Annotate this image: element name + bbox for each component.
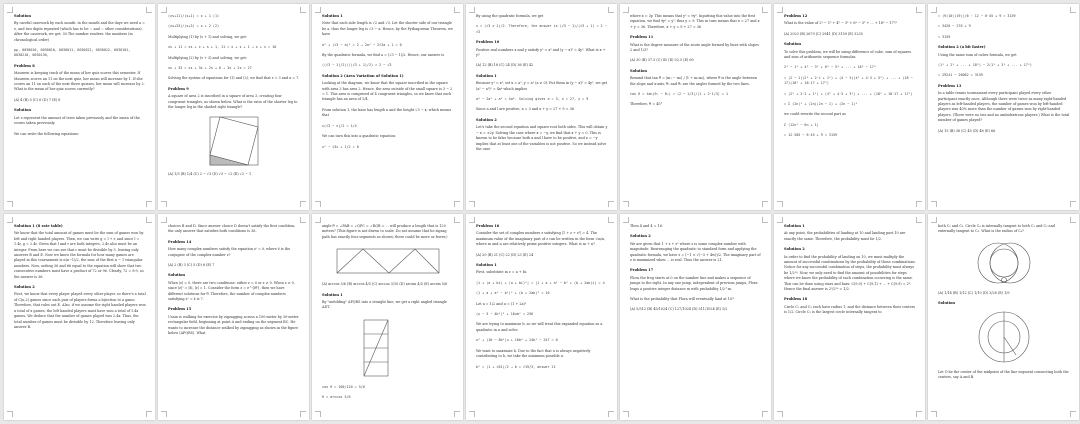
section-heading: Solution 1 [322, 292, 343, 297]
paragraph: We are trying to maximize b, so we will treat this expanded equation as a quadratic in u and solve. [476, 322, 603, 332]
section-heading: Problem 13 [938, 83, 962, 88]
paragraph: where x = 3y. This means that y³ = 9y². Inputting this value into the first equation, we find 9y² = y³, thus y = 9. This in turn means that x = 27 and x + y = 36. Therefore, x + y = 9 + 27 = 36 [630, 14, 760, 29]
paragraph: We are given that 1 + z + z² where z is some complex number with magnitude. Rearranging the quadratic to standard form and applying the quadratic formula, we have z = (−1 ± √(−3 + 4w))/2. The imaginary part of z is maximized when ... is real. Thus the answer is 21. [630, 241, 761, 263]
section-heading: Solution 2 (a bit faster) [938, 45, 986, 50]
crop-mark [315, 7, 321, 13]
math-line: tan θ = tan(θ₁ − θ₂) = (2 − 1/3)/(1 + 2·1/3) = 1 [630, 92, 728, 97]
document-page[interactable] [312, 214, 463, 420]
paragraph: By "unfolding" APQRS into a straight line, we get a right angled triangle ADT. [322, 300, 447, 310]
crop-mark [300, 217, 306, 223]
crop-mark [762, 7, 768, 13]
math-line: 2³ − 1³ + 4³ − 3³ + 6³ − 5³ + ... + 18³ − 17³ [784, 65, 876, 70]
section-heading: Solution 1 [476, 73, 497, 78]
paragraph: How many complex numbers satisfy the equation z⁵ = z̄, where z̄ is the conjugate of the complex number z? [168, 247, 291, 257]
paragraph: When |z| = 0, there are two conditions: either z = 0 or z ≠ 0. When z ≠ 0, since |z|⁵ = |z̄|, |z| = 1. Consider the form z = e^{iθ}, then we have different solutions for θ. Therefore, the number of complex numbers satisfying z⁵ = z̄ is 7. [168, 280, 295, 302]
section-heading: Solution 1 (8 rate table) [14, 224, 63, 228]
zigzag-figure [333, 245, 443, 277]
math-line: = 3159 [938, 34, 951, 39]
section-heading: Solution 2 (Area Variation of Solution 1) [322, 73, 404, 78]
document-page[interactable] [466, 214, 617, 420]
section-heading: Problem 10 [476, 40, 500, 45]
paragraph: Let s represent the amount of tests taken previously and the mean of the scores taken previously. [14, 115, 140, 126]
crop-mark [762, 201, 768, 207]
paragraph: (A) 2023 (B) 2679 (C) 2941 (D) 3159 (E) 3235 [784, 31, 863, 36]
math-line: x² − √3x + 1/2 = 0 [322, 144, 359, 149]
paragraph: Flora the frog starts at 0 on the number line and makes a sequence of jumps to the right. In any one jump, independent of previous jumps, Flora leaps a positive integer distance m with probability 1/2^m. [630, 275, 758, 291]
paragraph: (A) 5/512 (B) 45/1024 (C) 127/1024 (D) 511/1024 (E) 1/2 [630, 307, 728, 312]
section-heading: Solution [168, 273, 186, 278]
crop-mark [454, 411, 460, 417]
document-page[interactable] [158, 214, 309, 420]
crop-mark [146, 411, 152, 417]
crop-mark [7, 217, 13, 223]
document-page[interactable] [466, 4, 617, 210]
math-line: (u − 3 − 4b²)² + 16ub² = 256 [476, 312, 534, 317]
paragraph: Multiplying (1) by (s + 1) and solving, we get: [168, 34, 248, 39]
circle-c3 [990, 249, 1018, 277]
circles-figure [969, 240, 1039, 286]
document-page[interactable] [774, 4, 925, 210]
crop-mark [454, 217, 460, 223]
crop-mark [1070, 217, 1076, 223]
crop-mark [146, 217, 152, 223]
crop-mark [454, 201, 460, 207]
document-page[interactable] [158, 4, 309, 210]
math-line: x = (√3 ± 1)/2. Therefore, the answer is (√3 − 1)/(√3 + 1) = 2 − √3 [476, 24, 607, 34]
crop-mark [916, 411, 922, 417]
paragraph: (A) 20 (B) 21 (C) 22 (D) 23 (E) 24 [476, 252, 534, 257]
paragraph: Because y³ = x², set x = a³, y = a² (a ≠ 0). Put them in (y − x)² = 4y², we get (a² − a³)² = 4a⁴ which implies [476, 81, 608, 91]
field-rectangle [337, 249, 439, 273]
square-figure [208, 115, 260, 167]
section-heading: Problem 9 [168, 86, 189, 91]
crop-mark [608, 411, 614, 417]
paragraph: Let a = 1/2 and u = (1 + 2a)² [476, 301, 527, 306]
paragraph: Usain is walking for exercise by zigzagging across a 100-meter by 30-meter rectangular field, beginning at point A and ending on the segment BC. He wants to increase the distance walked by zigzagging as shown in the figure below (APQRS). What [168, 314, 299, 336]
crop-mark [469, 201, 475, 207]
section-heading: Solution [630, 68, 648, 73]
section-heading: Problem 15 [168, 307, 192, 312]
crop-mark [300, 7, 306, 13]
paragraph: To solve this problem, we will be using difference of cube, sum of squares and sum of arithmetic sequence formulas. [784, 49, 912, 60]
crop-mark [1070, 201, 1076, 207]
math-line: = 3420 − 270 + 9 [938, 24, 971, 29]
crop-mark [623, 201, 629, 207]
paragraph: (A) 4 (B) 5 (C) 6 (D) 7 (E) 8 [14, 97, 61, 102]
section-heading: Solution 2 [630, 234, 651, 239]
zigzag-path [337, 249, 439, 273]
unfold-figure [358, 316, 418, 380]
section-heading: Problem 17 [630, 268, 654, 273]
circle-c1 [978, 243, 1018, 283]
crop-mark [931, 217, 937, 223]
paragraph: choices B and D. Since answer choice D doesn't satisfy the first condition, the only answer that satisfies both conditions is 36. [168, 224, 296, 234]
section-heading: Solution [784, 42, 802, 47]
paragraph: We want to maximize b. Due to the fact that u is always negatively contributing to b, we take the minimum possible u. [476, 348, 591, 359]
document-page[interactable] [928, 214, 1079, 420]
math-line: xs + 33 = xs + 3x + 2s + 6 → 3x + 2s = 27 [168, 66, 252, 71]
paragraph: From solution 1, the base has length x and the height √3 − x, which means that [322, 107, 452, 118]
math-line: (xs+11)/(s+1) = x + 1 (1) [168, 14, 220, 18]
crop-mark [916, 201, 922, 207]
section-heading: Problem 8 [14, 63, 35, 68]
section-heading: Problem 18 [784, 297, 808, 302]
section-heading: Solution [938, 301, 956, 306]
paragraph: Then 4 and 4 = 16. [630, 224, 663, 228]
math-line: Σ (12n² − 6n + 1) [784, 122, 819, 127]
paragraph: Consider the set of complex numbers z satisfying |1 + z + z²| = 4. The maximum value of the imaginary part of z can be written in the form √m/n, where m and n are relatively prime positive integers. What is m + n? [476, 231, 606, 247]
math-line: = (9(10)(19))/6 · 12 − 6·45 + 9 = 3159 [938, 14, 1016, 18]
paragraph: In order to find the probability of landing on 10, we must multiply the amount of successful combinations by the probability of those combinations. Notice for any successful combination of steps, the probability must always be 1/2¹⁰. Now, we only need to find the amount of possibilities for steps where we know the probability of each combination occurring is the same. This can be done using stars and bars: C(9,0) + C(9,1) + ... + C(9,9) = 2⁹. Hence the final answer is 2⁹/2¹⁰ = 1/2. [784, 254, 916, 292]
math-line: θ = arccos 5/6 [322, 395, 351, 400]
paragraph: By using the quadratic formula, we get [476, 14, 544, 18]
math-line: a² + (√3 − a)² = 2 → 2a² − 2√3a + 1 = 0 [322, 42, 402, 47]
paragraph: What is the degree measure of the acute angle formed by lines with slopes 2 and 1/3? [630, 42, 759, 53]
section-heading: Problem 16 [476, 224, 500, 228]
crop-mark [469, 7, 475, 13]
math-line: = (2² + 2·1 + 1²) + (4² + 4·3 + 3²) + ... + (18² + 18·17 + 17²) [784, 91, 913, 96]
math-line: x(√3 − x)/2 = 1/4 [322, 123, 357, 128]
math-line: ((√3 − 1)/2)/((√3 + 1)/2) = 2 − √3 [322, 63, 392, 68]
paragraph: Looking at the diagram, we know that the square inscribed in the square with area 3 has area 2. Hence, the area outside of the small square is 3 − 2 = 1. This area is comprised of 4 congruent triangles, so we know that each triangle has an area of 1/4. [322, 81, 453, 102]
paragraph: (A) 1/14 (B) 1/12 (C) 1/10 (D) 3/28 (E) 1/9 [938, 290, 1010, 295]
section-heading: Solution 2 [476, 117, 497, 122]
crop-mark [161, 7, 167, 13]
crop-mark [300, 201, 306, 207]
paragraph: Multiplying (2) by (s + 3) and solving, we get: [168, 55, 248, 60]
circles2-figure [974, 309, 1034, 365]
crop-mark [7, 7, 13, 13]
math-line: |1 + (a + bi) + (a + bi)²| = |1 + a + a² − b² + (b + 2ab)i| = 4 [476, 280, 605, 285]
paragraph: Positive real numbers x and y satisfy y³ = x² and (y − x)² = 4y². What is x + y? [476, 47, 606, 58]
paragraph: Therefore, θ = 45° [630, 102, 663, 107]
crop-mark [315, 217, 321, 223]
crop-mark [1070, 7, 1076, 13]
crop-mark [469, 411, 475, 417]
paragraph: At any point, the probabilities of landing at 10 and landing past 10 are exactly the same. Therefore, the probability must be 1/2. [784, 231, 906, 241]
math-line: = (2 − 1)(2² + 2·1 + 1²) + (4 − 3)(4² + 4·3 + 3²) + ... + (18 − 17)(18² + 18·17 + 17²) [784, 75, 913, 86]
crop-mark [608, 7, 614, 13]
crop-mark [623, 7, 629, 13]
section-heading: Solution 2 [784, 247, 805, 252]
crop-mark [777, 7, 783, 13]
crop-mark [161, 411, 167, 417]
crop-mark [608, 201, 614, 207]
paragraph: angle θ = ∠PAB = ∠QPC = ∠RQB = ... will produce a length that is 120 meters? (This figure is not drawn to scale. Do not assume that he zigzag path has exactly four segments as shown; there could be more or fewer.) [322, 224, 448, 239]
paragraph: (A) arccos 5/6 (B) arccos 4/5 (C) arccos 3/10 (D) arcsin 4/5 (E) arcsin 5/6 [322, 282, 448, 287]
section-heading: Solution 1 [322, 14, 343, 18]
crop-mark [608, 217, 614, 223]
section-heading: Problem 12 [784, 14, 808, 18]
crop-mark [300, 411, 306, 417]
crop-mark [777, 201, 783, 207]
paragraph: By careful casework by each month: in the month and the days we need a = e, and two digits repeated (which has to be ∼ and ∼ other considerations). After the casework, we get: 30 The number readers: the numbers (in chronological order) [14, 21, 145, 42]
section-heading: Problem 14 [168, 239, 192, 244]
math-line: pp, 0030010, 0030010, 0030011, 0030021, 0030012, 0030101, 0030210, 0030130, [14, 48, 131, 58]
crop-mark [777, 411, 783, 417]
crop-mark [931, 7, 937, 13]
paragraph: (A) 15 (B) 36 (C) 45 (D) 48 (E) 66 [938, 128, 996, 133]
paragraph: We can write the following equations: [14, 131, 80, 136]
paragraph: First, we know that every player played every other player, so there's a total of C(n,2) games since each pair of players forms a bijection to a game. Therefore, that rules out E. Also, if we assume the right handed players won a total of x games, the left handed players must have won a total of 1.4x games. We deduce that the number of games played was 2.4x. Thus, the total number of games must be divisible by 12. Therefore leaving only answer B. [14, 292, 146, 329]
paragraph: We know that the total amount of games must be the sum of games won by left and right handed players. Then, we can write g = l + r, and since l = 1.4r, g = 2.4r. Given that l and r are both integers, 2.4r also must be an integer. From here we can see that r must be divisible by 5, leaving only answers B and E. Now we know the formula for how many games are played in this tournament is n(n−1)/2, the sum of the first n − 1 triangular numbers. Now, setting 36 and 66 equal to the equation will show that two consecutive numbers must have a product of 72 or 96. Clearly, 72 = 8·9, so the answer is 36. [14, 231, 144, 279]
crop-mark [161, 217, 167, 223]
paragraph: Circle C₁ and C₂ each have radius 1, and the distance between their centers is 1/2. Circle C₃ is the largest circle internally tangent to [784, 304, 915, 315]
crop-mark [916, 7, 922, 13]
document-page[interactable] [928, 4, 1079, 210]
math-line: = 29241 − 26082 = 3159 [938, 73, 983, 78]
paragraph: A square of area 2 is inscribed in a square of area 3, creating four congruent triangles, as shown below. What is the ratio of the shorter leg to the longer leg in the shaded right triangle? [168, 94, 298, 110]
paragraph: Using the same sum of cubes formula, we get [938, 52, 1017, 57]
math-line: = Σ (2n)² + (2n)(2n − 1) + (2n − 1)² [784, 102, 858, 107]
paragraph: Since a and l are positive, a = 3 and x + y = 27 + 9 = 36 [476, 107, 574, 112]
math-line: (xs+33)/(s+3) = x + 2 (2) [168, 24, 220, 29]
section-heading: Solution 1 [476, 263, 497, 268]
radius-line [1004, 337, 1016, 355]
document-page[interactable] [312, 4, 463, 210]
paragraph: In a table tennis tournament every participant played every other participant exactly once. Although there were twice as many right-handed players as left-handed players, the number of games won by left-handed players was 40% more than the number of games won by right-handed players. (There were no ties and no ambidextrous players.) What is the total number of games played? [938, 91, 1070, 123]
crop-mark [777, 217, 783, 223]
paragraph: both C₁ and C₂. Circle C₄ is internally tangent to both C₁ and C₂ and externally tangent to C₃. What is the radius of C₄? [938, 224, 1055, 234]
paragraph: (A) 1/5 (B) 1/4 (C) 2 − √3 (D) √3 − √2 (E) √2 − 1 [168, 172, 252, 177]
paragraph: Let's take the second equation and square root both sides. This will obtain y − x = ±2y. Solving the case where x = −y, we find that x + y = 0. This is known to be false because both x and l have to be positive, and x = −y implies that at least one of the variables is not positive. So we instead solve the case [476, 125, 608, 151]
crop-mark [454, 7, 460, 13]
crop-mark [315, 201, 321, 207]
math-line: a⁴ − 2a⁵ + a⁶ = 4a⁴. Solving gives a = 3, x = 27, y = 9 [476, 97, 589, 102]
crop-mark [146, 201, 152, 207]
math-line: cos θ = 100/120 = 5/6 [322, 384, 365, 389]
paragraph: Let O be the center of the midpoint of the line segment connecting both the centers, say A and B. [938, 369, 1069, 380]
shaded-triangle [210, 155, 248, 165]
section-heading: Solution 2 [14, 285, 35, 290]
circle-c4 [1002, 277, 1007, 282]
paragraph: What is the probability that Flora will eventually land at 10? [630, 297, 734, 302]
section-heading: Solution [14, 14, 32, 18]
crop-mark [146, 7, 152, 13]
paragraph: (A) 2 (B) 3 (C) 5 (D) 6 (E) 7 [168, 263, 215, 268]
crop-mark [469, 217, 475, 223]
crop-mark [7, 411, 13, 417]
crop-mark [1070, 411, 1076, 417]
document-page[interactable] [4, 4, 155, 210]
crop-mark [762, 217, 768, 223]
document-page[interactable] [774, 214, 925, 420]
crop-mark [916, 217, 922, 223]
paragraph: (A) 12 (B) 18 (C) 24 (D) 36 (E) 42 [476, 63, 534, 68]
paragraph: What is the value of 2³ − 1³ + 4³ − 3³ + 6³ − 5³ + ... + 18³ − 17³? [784, 21, 897, 26]
crop-mark [623, 411, 629, 417]
document-page[interactable] [620, 4, 771, 210]
paragraph: By the quadratic formula, we find a = (√3 − 1)/2. Hence, our answer is [322, 53, 445, 58]
paragraph: Maureen is keeping track of the mean of her quiz scores this semester. If Maureen scores an 11 on the next quiz, her mean will increase by 1. If she scores an 11 on each of the next three quizzes, her mean will increase by 2. What is the mean of her quiz scores currently? [14, 71, 145, 92]
section-heading: Problem 11 [630, 35, 654, 40]
crop-mark [623, 217, 629, 223]
crop-mark [931, 201, 937, 207]
paragraph: Note that each side length is √2 and √3. Let the shorter side of our triangle be a, thus the longer leg is √3 − a. Hence, by the Pythagorean Theorem, we have [322, 21, 453, 37]
crop-mark [762, 411, 768, 417]
math-line: = 12·285 − 6·45 + 9 = 3159 [784, 133, 838, 138]
math-line: (1 + a + a² − b²)² + (b + 2ab)² = 16 [476, 291, 550, 296]
math-line: xs + 11 = xs + x + s + 1, 11 = x + s + 1 → x + s = 10 [168, 45, 277, 50]
document-page[interactable] [620, 214, 771, 420]
crop-mark [7, 201, 13, 207]
circle-c2 [990, 243, 1030, 283]
document-page[interactable] [4, 214, 155, 420]
paragraph: We can turn this into a quadratic equation: [322, 134, 397, 139]
paragraph: we could rewrite the second part as [784, 112, 846, 117]
paragraph: First, substitute in z = a + bi. [476, 270, 528, 275]
crop-mark [161, 201, 167, 207]
crop-mark [931, 411, 937, 417]
math-line: u² + (10 − 8b²)u + 16b⁴ + 24b² − 247 = 0 [476, 338, 558, 343]
math-line: b² = (1 + √61)/2 → b = √19/3, answer 21 [476, 364, 556, 369]
section-heading: Solution [14, 108, 32, 113]
crop-mark [315, 411, 321, 417]
section-heading: Solution 1 [784, 224, 805, 228]
math-line: (1³ + 2³ + ... + 18³) − 2(1³ + 3³ + ... + 17³) [938, 63, 1032, 68]
paragraph: Solving the system of equations for (1) and (2), we find that s = 3 and x = 7. [168, 76, 300, 81]
paragraph: Remind that tan θ = |m₁ − m₂| / |1 + m₁m₂|, where θ is the angle between the slope and x-axis; θ₁ and θ₂ are the angles formed by the two lines. [630, 76, 758, 86]
paragraph: (A) 30 (B) 37.5 (C) 45 (D) 52.5 (E) 60 [630, 58, 694, 63]
